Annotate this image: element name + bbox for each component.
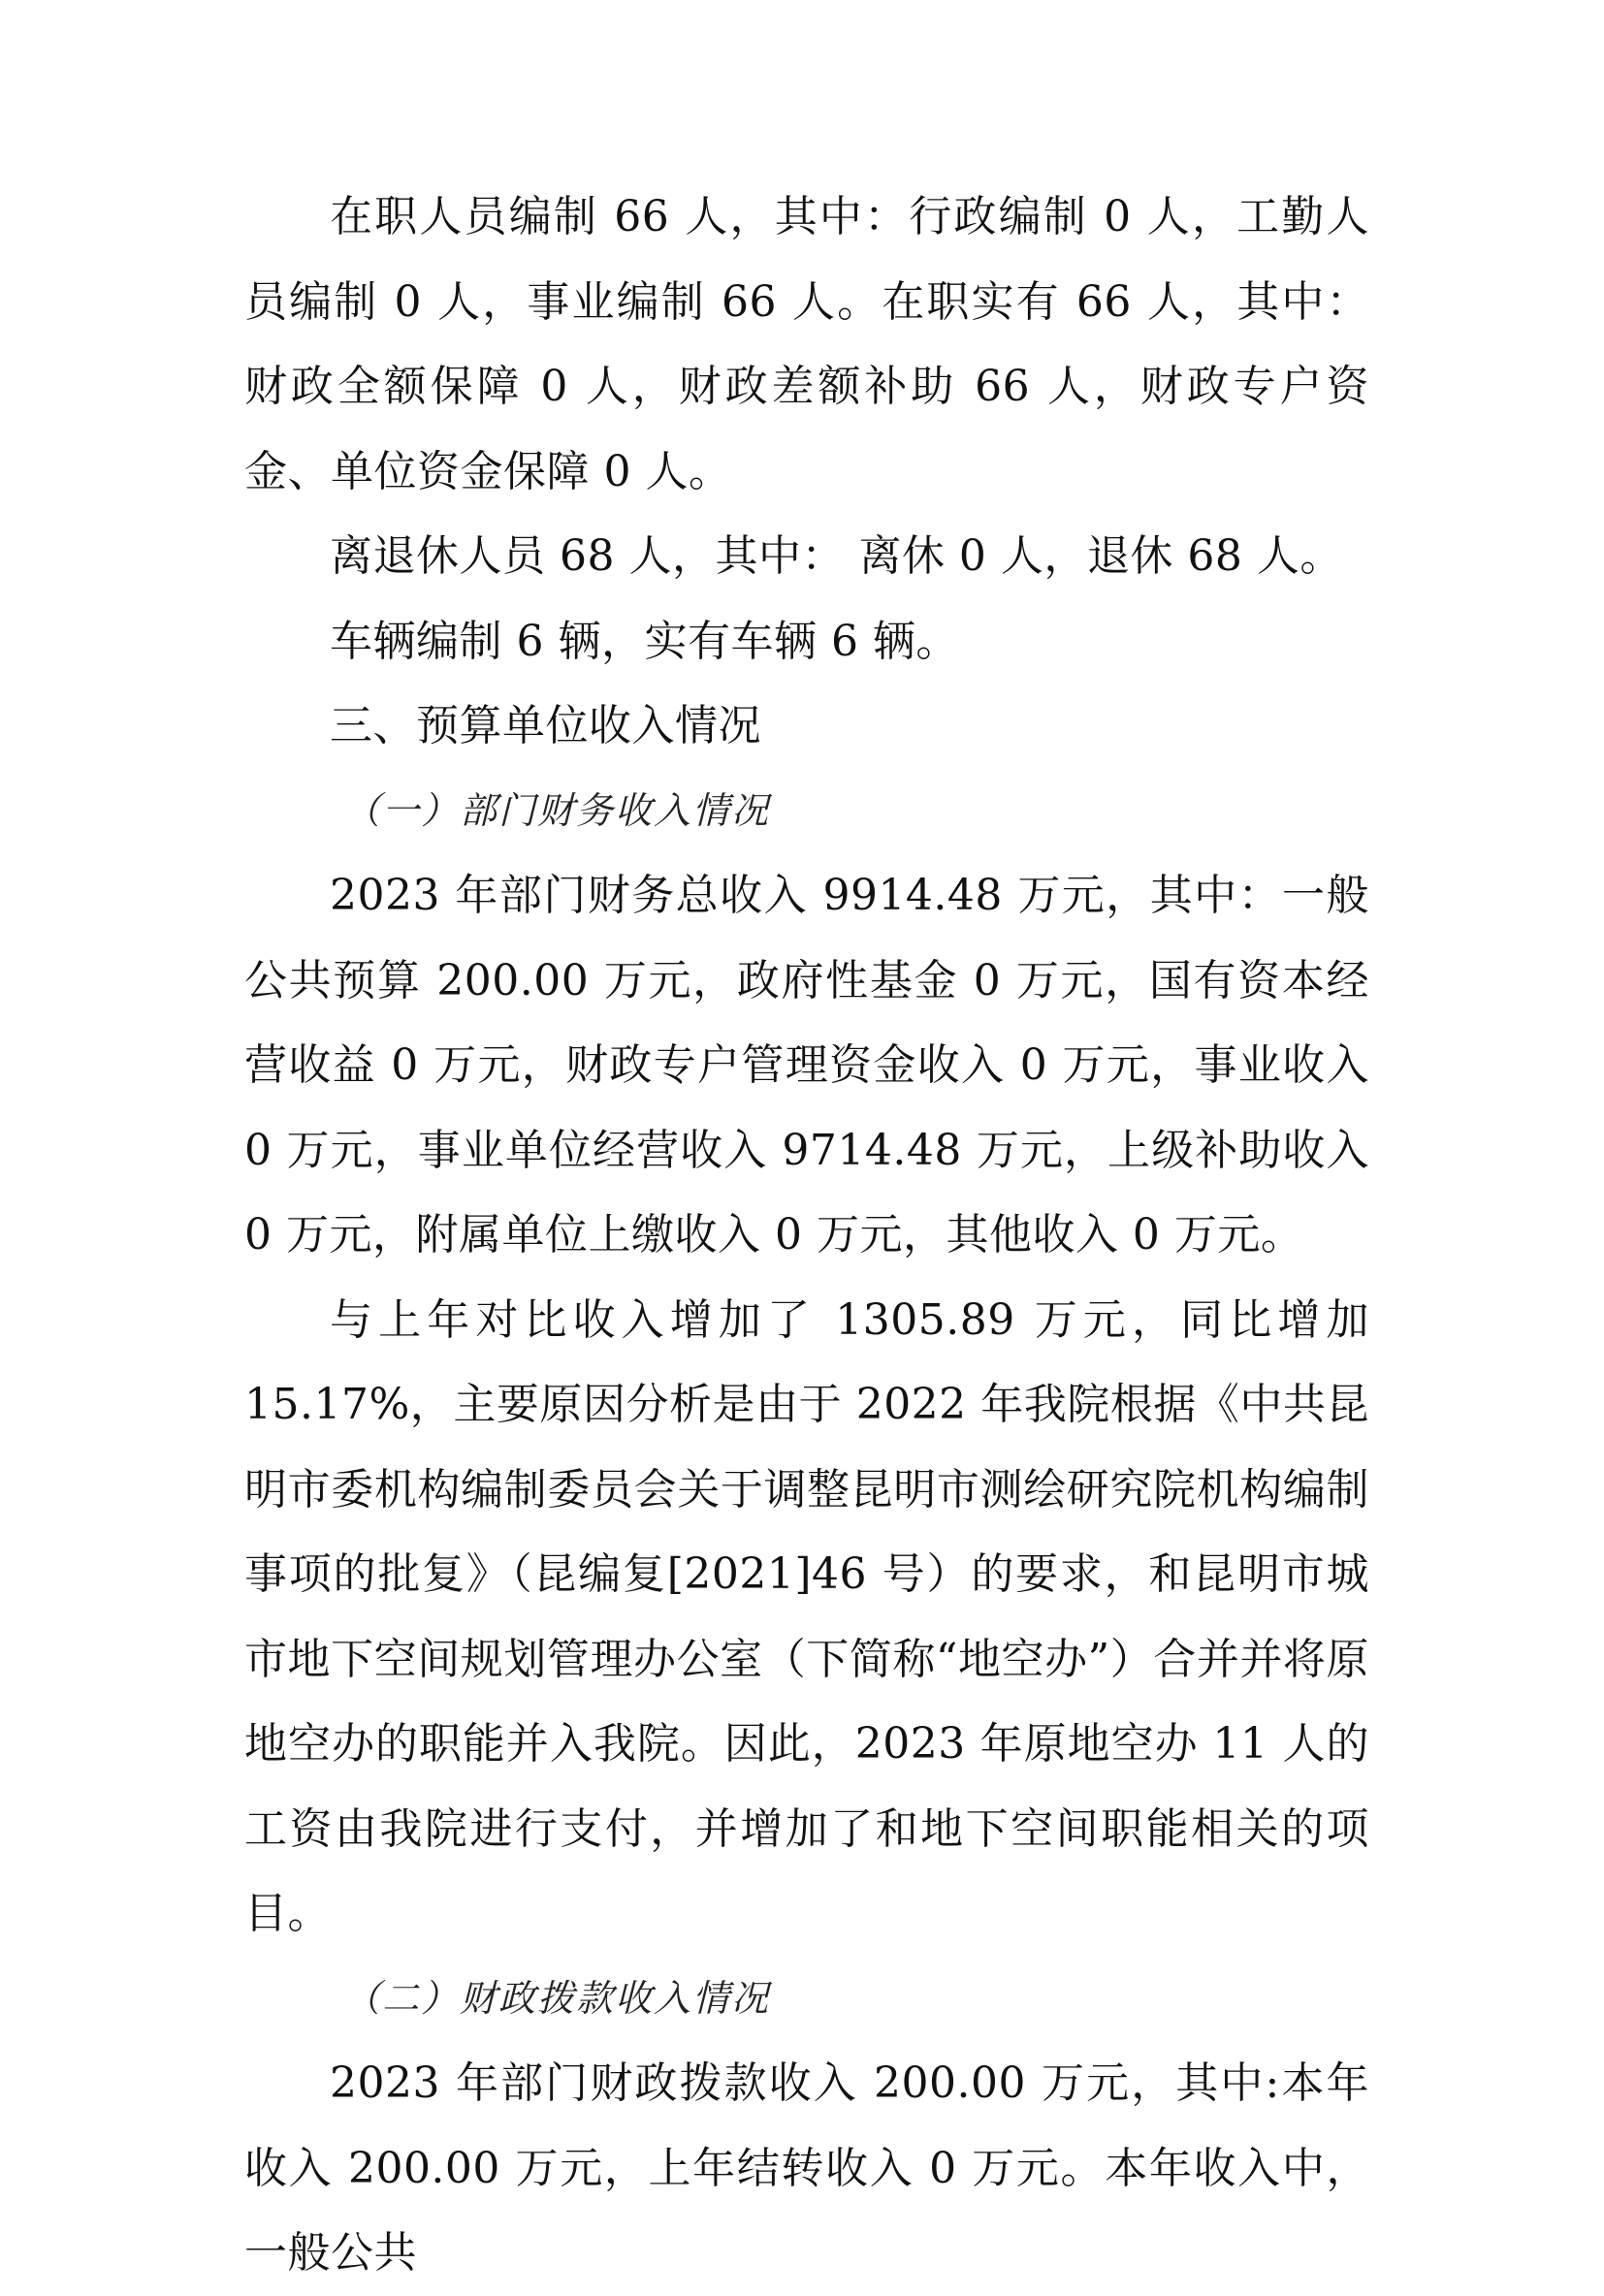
retirees-paragraph: 离退休人员 68 人，其中： 离休 0 人，退休 68 人。 [330,531,1343,581]
staffing-paragraph: 在职人员编制 66 人，其中：行政编制 0 人，工勤人员编制 0 人，事业编制 66 人。在职实有 66 人，其中： 财政全额保障 0 人，财政差额补助 66 人，财政专户资金、单位资金保障 0 人。 [244,192,1369,496]
subsection-heading-department-income: （一）部门财务收入情况 [343,788,771,832]
appropriation-income-paragraph: 2023 年部门财政拨款收入 200.00 万元，其中:本年收入 200.00 万元，上年结转收入 0 万元。本年收入中，一般公共 [244,2058,1369,2278]
subsection-heading-appropriation-income: （二）财政拨款收入情况 [343,1976,771,2020]
section-heading-income: 三、预算单位收入情况 [330,701,761,750]
document-body [244,175,1369,2296]
vehicles-paragraph: 车辆编制 6 辆，实有车辆 6 辆。 [330,616,959,666]
income-comparison-paragraph: 与上年对比收入增加了 1305.89 万元，同比增加 15.17%，主要原因分析是由于 2022 年我院根据《中共昆明市委机构编制委员会关于调整昆明市测绘研究院机构编制事项的批复》（昆编复[2021]46 号）的要求，和昆明市城市地下空间规划管理办公室（下简称“地空办”）合并并将原地空办的职能并入我院。因此，2023 年原地空办 11 人的工资由我院进行支付，并增加了和地下空间职能相关的项目。 [244,1294,1369,1938]
department-income-paragraph: 2023 年部门财务总收入 9914.48 万元，其中：一般公共预算 200.00 万元，政府性基金 0 万元，国有资本经营收益 0 万元，财政专户管理资金收入 0 万元，事业收入 0 万元，事业单位经营收入 9714.48 万元，上级补助收入 0 万元，附属单位上缴收入 0 万元，其他收入 0 万元。 [244,871,1369,1260]
